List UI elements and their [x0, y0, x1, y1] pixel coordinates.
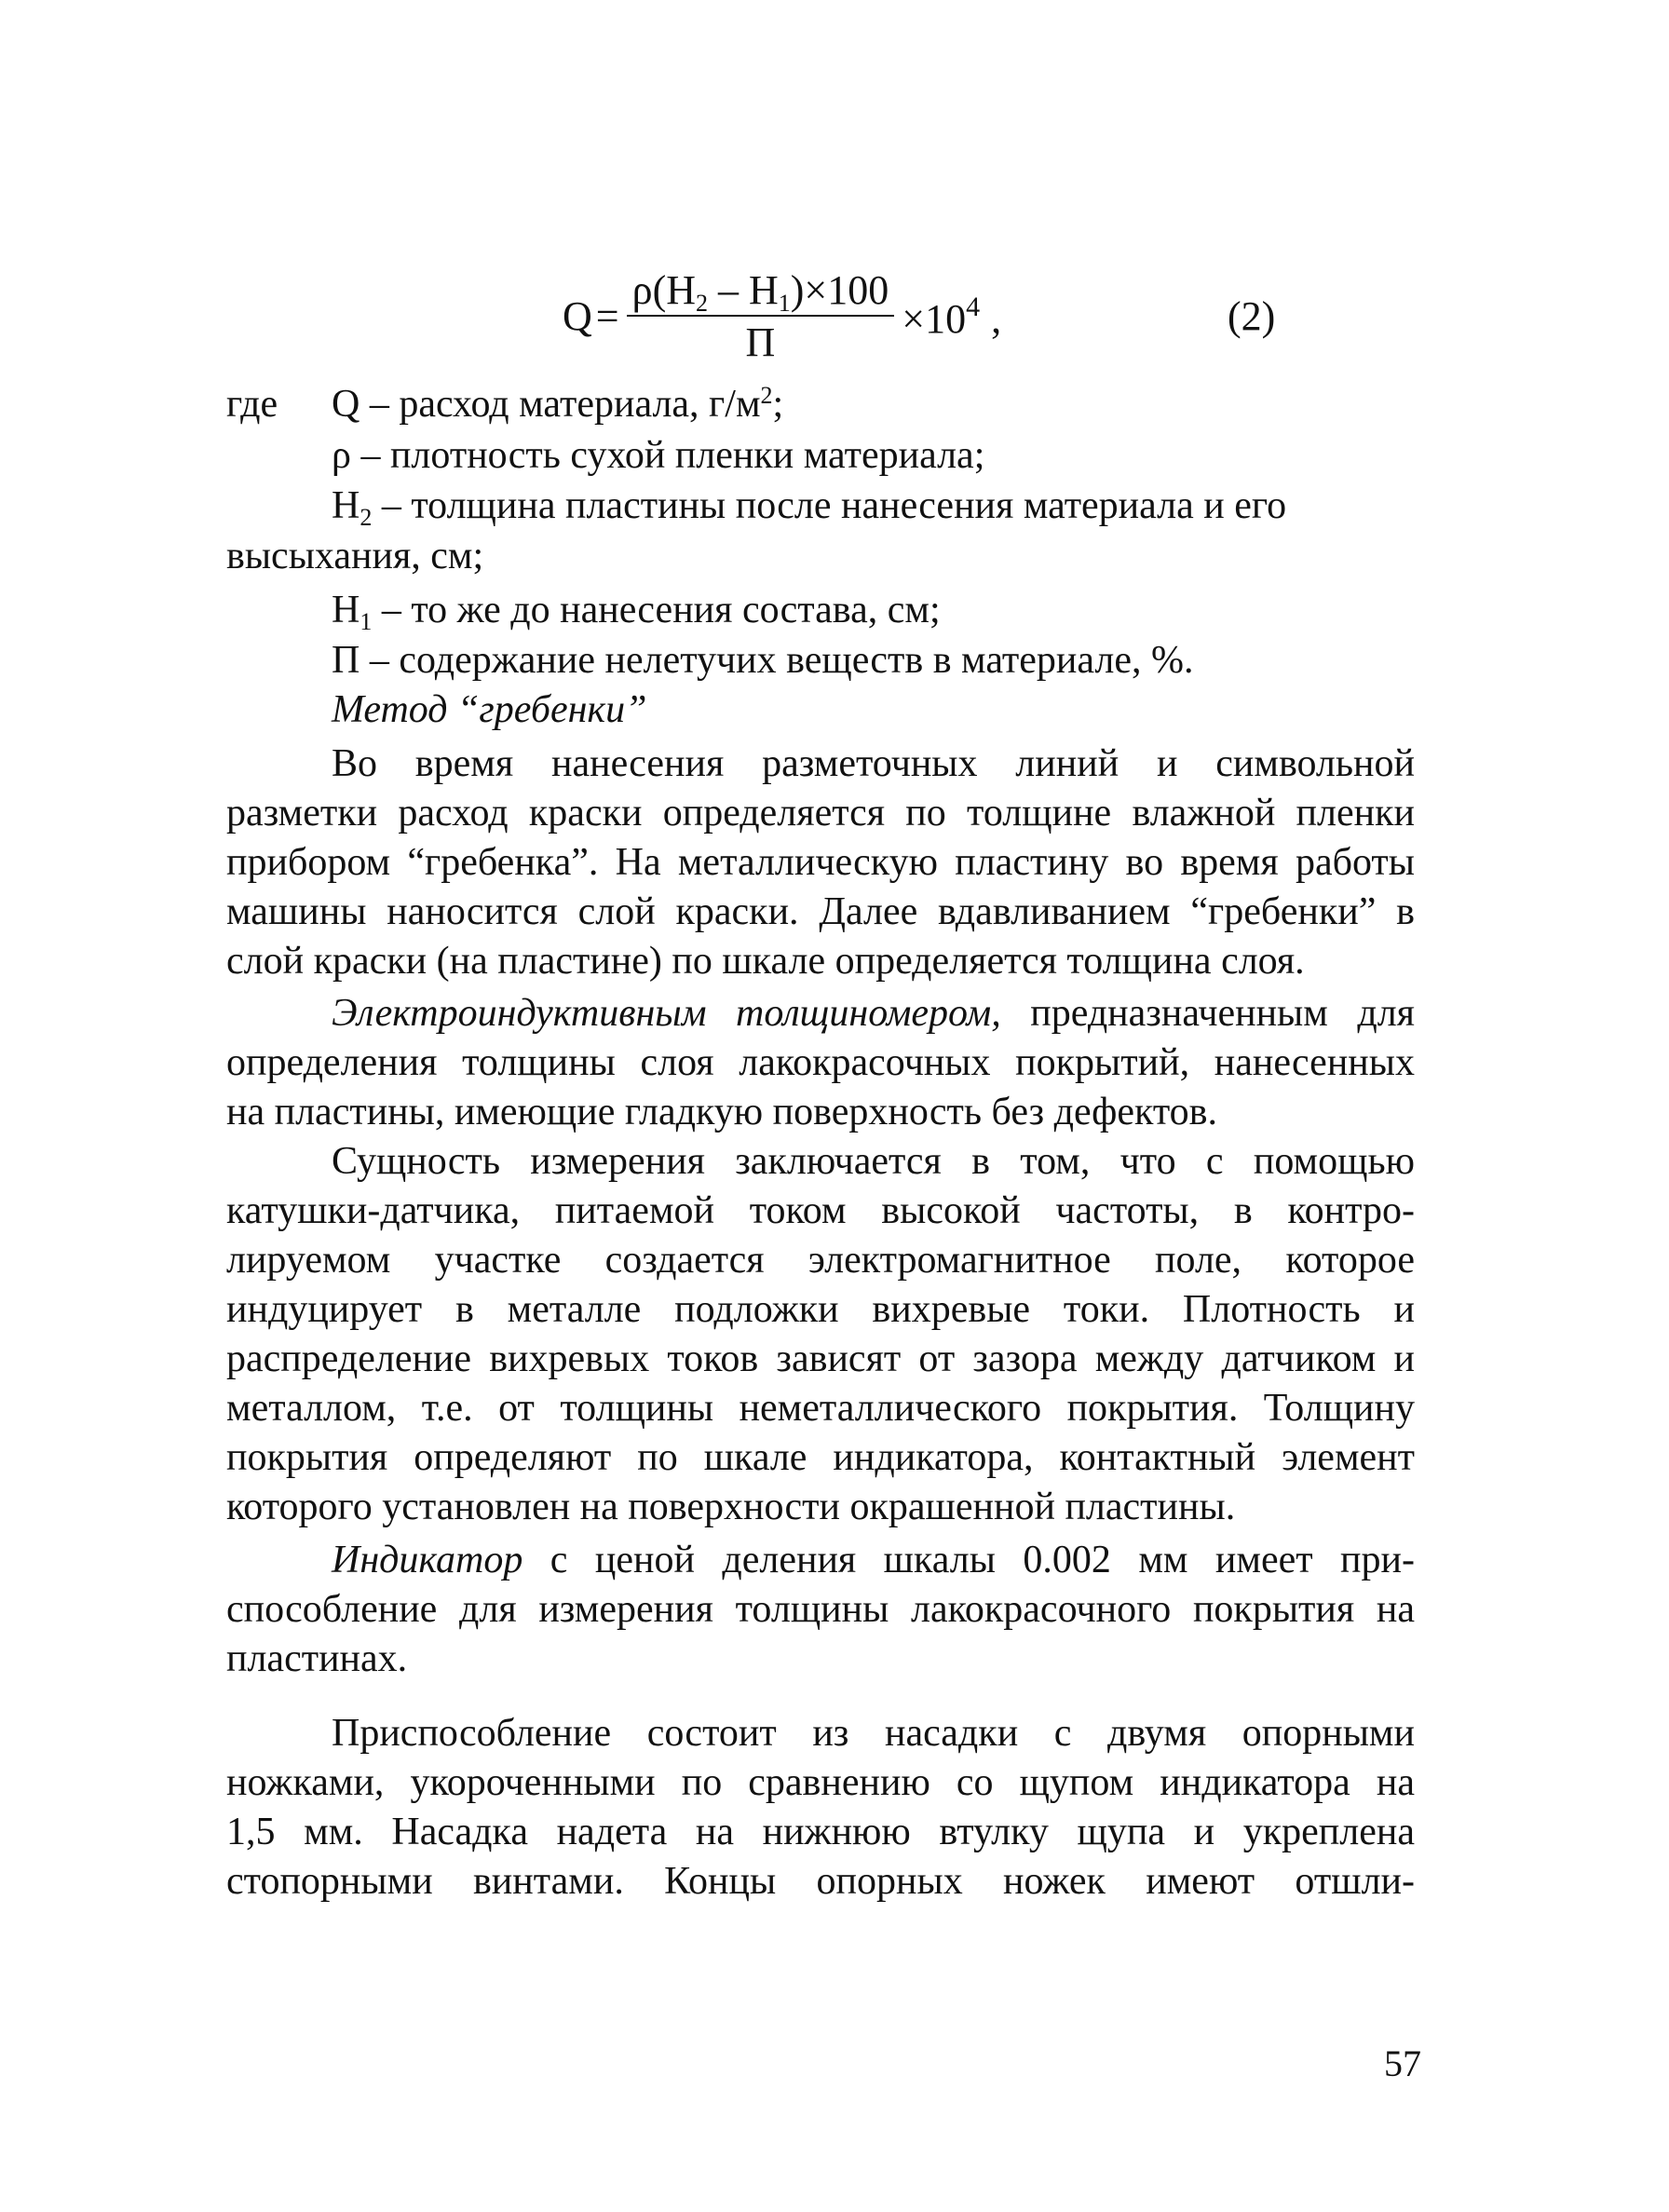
equation-number: (2) [1228, 293, 1276, 339]
paragraph-line: машины наносится слой краски. Далее вдавливанием “гребенки” в [226, 890, 1415, 933]
paragraph-line: Приспособление состоит из насадки с двумя опорными [332, 1712, 1415, 1755]
method-heading: Метод “гребенки” [332, 688, 647, 731]
paragraph-line: катушки-датчика, питаемой током высокой частоты, в контро- [226, 1189, 1415, 1232]
formula-denominator: П [745, 319, 776, 365]
paragraph-line: металлом, т.е. от толщины неметаллического покрытия. Толщину [226, 1387, 1415, 1430]
paragraph-line: прибором “гребенка”. На металлическую пластину во время работы [226, 841, 1415, 884]
paragraph-line: индуцирует в металле подложки вихревые токи. Плотность и [226, 1288, 1415, 1331]
formula-2 [563, 251, 1001, 382]
paragraph-line: на пластины, имеющие гладкую поверхность без дефектов. [226, 1091, 1217, 1133]
paragraph-indicator [226, 1536, 1415, 1684]
paragraph-line: Электроиндуктивным толщиномером, предназначенным для [332, 992, 1415, 1035]
paragraph-line: стопорными винтами. Концы опорных ножек имеют отшли- [226, 1860, 1415, 1903]
definition-q: Q – расход материала, $г/м^2$; [332, 382, 784, 426]
definition-where: где [226, 383, 278, 426]
paragraph-comb-method [226, 740, 1415, 986]
paragraph-line: Сущность измерения заключается в том, что с помощью [332, 1140, 1415, 1183]
paragraph-line: 1,5 мм. Насадка надета на нижнюю втулку щупа и укреплена [226, 1811, 1415, 1853]
formula-equals: = [595, 293, 619, 339]
paragraph-line: Во время нанесения разметочных линий и символьной [332, 742, 1415, 785]
paragraph-line: которого установлен на поверхности окрашенной пластины. [226, 1486, 1236, 1528]
formula-numerator: $\rho(H_2 - H_1)\times 100$ [627, 270, 895, 317]
paragraph-line: определения толщины слоя лакокрасочных покрытий, нанесенных [226, 1041, 1415, 1084]
definition-h2: $H_2$ – толщина пластины после нанесения материала и его [332, 484, 1287, 531]
paragraph-line: распределение вихревых токов зависят от зазора между датчиком и [226, 1337, 1415, 1380]
formula-fraction [627, 267, 895, 365]
paragraph-thickness-gauge [226, 989, 1415, 1137]
formula-lhs: Q [563, 293, 592, 339]
paragraph-line: лируемом участке создается электромагнитное поле, которое [226, 1239, 1415, 1282]
paragraph-attachment [226, 1709, 1415, 1907]
paragraph-line: способление для измерения толщины лакокрасочного покрытия на [226, 1588, 1415, 1631]
paragraph-line: слой краски (на пластине) по шкале определяется толщина слоя. [226, 940, 1305, 983]
paragraph-line: разметки расход краски определяется по толщине влажной пленки [226, 792, 1415, 835]
formula-multiplier: $\times 10^4$ , [902, 292, 1002, 342]
paragraph-line: пластинах. [226, 1637, 408, 1680]
definition-h2-continued: высыхания, см; [226, 535, 484, 577]
definition-h1: $H_1$ – то же до нанесения состава, см; [332, 589, 941, 635]
paragraph-measurement-essence [226, 1137, 1415, 1532]
paragraph-line: ножками, укороченными по сравнению со щупом индикатора на [226, 1761, 1415, 1804]
page-number: 57 [1384, 2042, 1421, 2084]
definition-p: П – содержание нелетучих веществ в материале, %. [332, 639, 1194, 682]
paragraph-line: Индикатор с ценой деления шкалы 0.002 мм имеет при- [332, 1539, 1415, 1581]
definition-rho: ρ – плотность сухой пленки материала; [332, 434, 985, 477]
paragraph-line: покрытия определяют по шкале индикатора, контактный элемент [226, 1436, 1415, 1479]
